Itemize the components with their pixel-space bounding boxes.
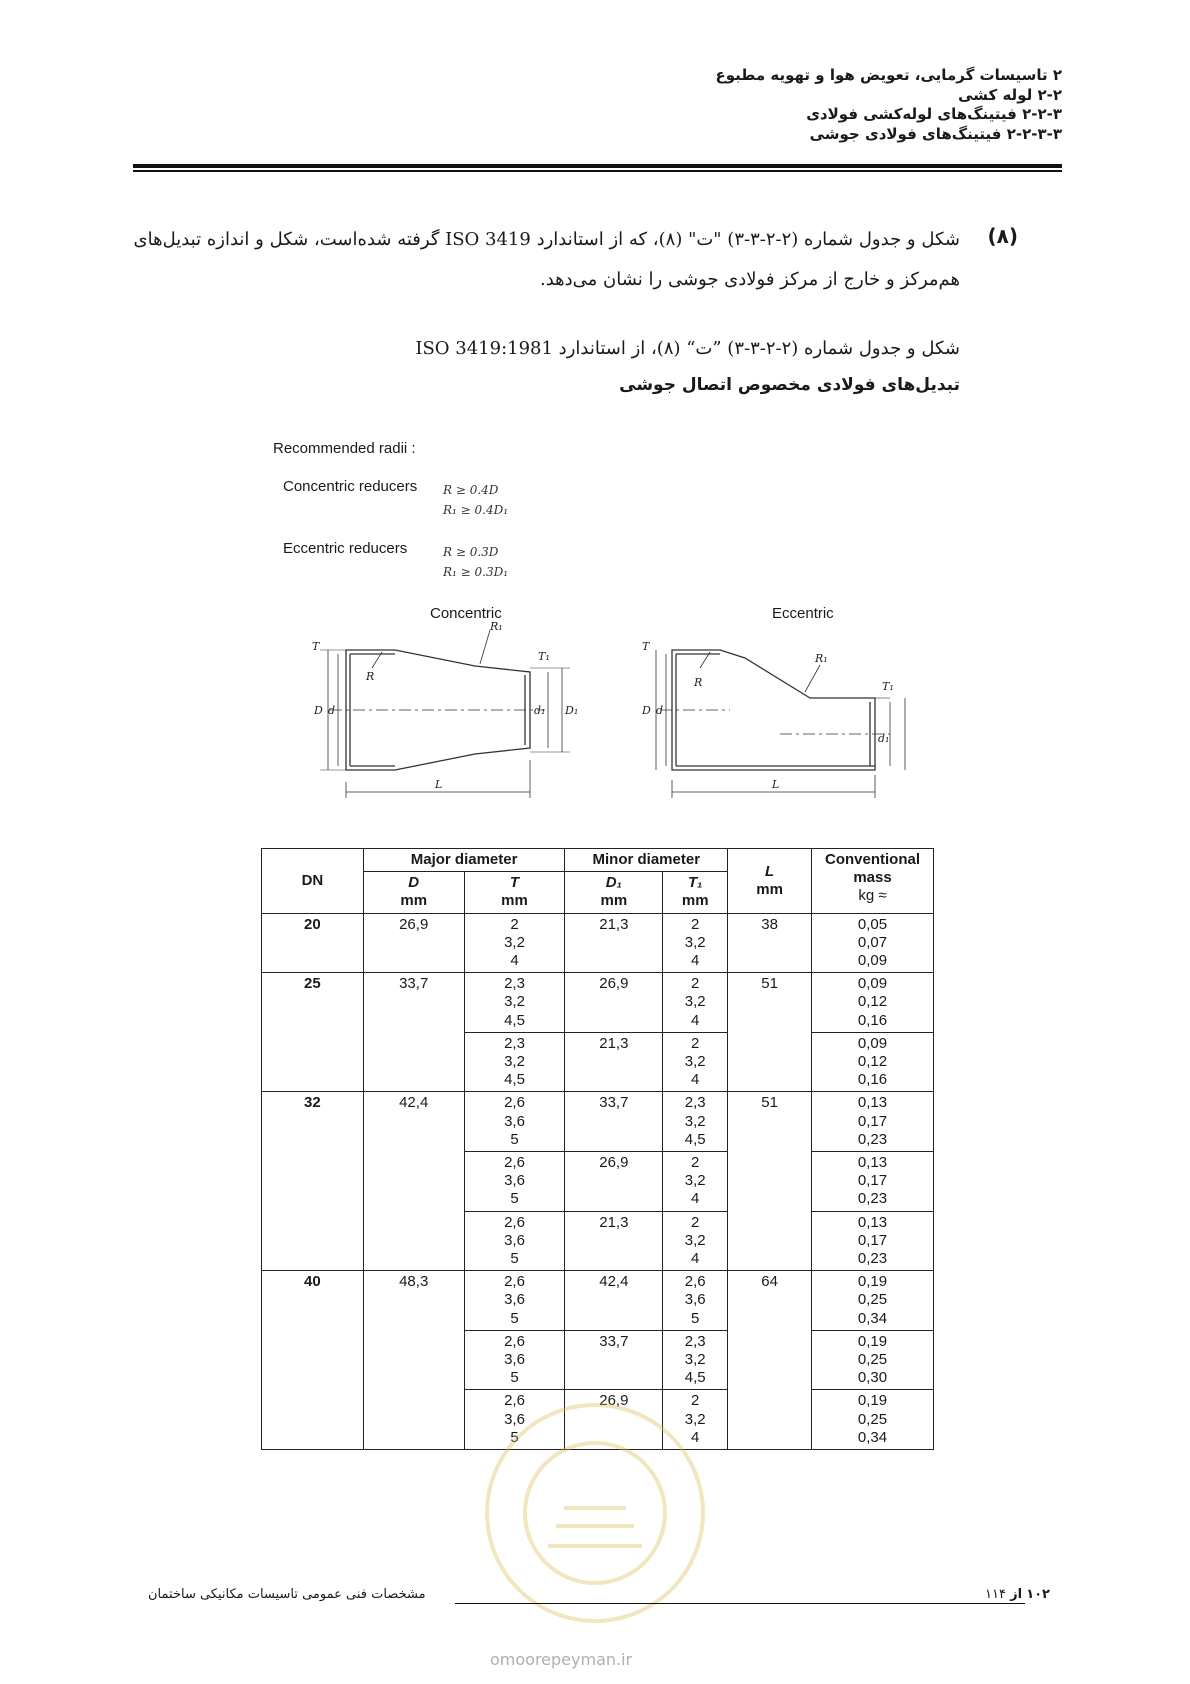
header-line-1: ۲ تاسیسات گرمایی، تعویض هوا و تهویه مطبوع bbox=[715, 66, 1062, 84]
dim-R1-label-ecc: R₁ bbox=[815, 652, 828, 665]
cell-T: 2,6 3,6 5 bbox=[464, 1211, 565, 1271]
concentric-formula-1: R ≥ 0.4D bbox=[443, 483, 499, 497]
cell-D1: 21,3 bbox=[565, 1032, 663, 1092]
concentric-title: Concentric bbox=[430, 605, 502, 622]
cell-T1: 2 3,2 4 bbox=[663, 1211, 728, 1271]
col-dn: DN bbox=[262, 849, 364, 914]
footer-page-number: ۱۰۲ از ۱۱۴ bbox=[985, 1587, 1050, 1602]
cell-D1: 26,9 bbox=[565, 1390, 663, 1450]
cell-D: 42,4 bbox=[363, 1092, 464, 1271]
cell-L: 51 bbox=[728, 973, 812, 1092]
cell-dn: 32 bbox=[262, 1092, 364, 1271]
cell-mass: 0,13 0,17 0,23 bbox=[812, 1152, 934, 1212]
cell-D1: 33,7 bbox=[565, 1092, 663, 1152]
cell-mass: 0,19 0,25 0,34 bbox=[812, 1390, 934, 1450]
recommended-radii-label: Recommended radii : bbox=[273, 440, 416, 457]
cell-D1: 26,9 bbox=[565, 973, 663, 1033]
cell-D: 26,9 bbox=[363, 913, 464, 973]
dim-d1-label-ecc: d₁ bbox=[878, 732, 890, 745]
cell-mass: 0,09 0,12 0,16 bbox=[812, 973, 934, 1033]
cell-T: 2,6 3,6 5 bbox=[464, 1330, 565, 1390]
cell-dn: 25 bbox=[262, 973, 364, 1092]
cell-L: 64 bbox=[728, 1271, 812, 1450]
dim-T1-label-ecc: T₁ bbox=[882, 680, 894, 693]
cell-T1: 2,3 3,2 4,5 bbox=[663, 1330, 728, 1390]
concentric-formula-2: R₁ ≥ 0.4D₁ bbox=[443, 503, 509, 517]
col-mass: Conventional mass kg ≈ bbox=[812, 849, 934, 914]
cell-mass: 0,13 0,17 0,23 bbox=[812, 1092, 934, 1152]
footer-rule bbox=[455, 1603, 1025, 1604]
cell-T1: 2 3,2 4 bbox=[663, 1390, 728, 1450]
cell-D1: 21,3 bbox=[565, 913, 663, 973]
cell-mass: 0,05 0,07 0,09 bbox=[812, 913, 934, 973]
section-header bbox=[715, 66, 1062, 144]
dim-L-label: L bbox=[435, 778, 443, 791]
table-row bbox=[262, 1271, 934, 1331]
cell-mass: 0,09 0,12 0,16 bbox=[812, 1032, 934, 1092]
cell-L: 51 bbox=[728, 1092, 812, 1271]
table-row bbox=[262, 1092, 934, 1152]
cell-T: 2,6 3,6 5 bbox=[464, 1390, 565, 1450]
eccentric-title: Eccentric bbox=[772, 605, 834, 622]
dim-R-label: R bbox=[366, 670, 375, 683]
cell-T: 2 3,2 4 bbox=[464, 913, 565, 973]
col-T1: T₁ mm bbox=[663, 872, 728, 913]
watermark-seal bbox=[478, 1396, 713, 1631]
dim-T1-label: T₁ bbox=[538, 650, 550, 663]
cell-D: 48,3 bbox=[363, 1271, 464, 1450]
reducer-dimensions-table bbox=[261, 848, 934, 1450]
table-body bbox=[262, 913, 934, 1449]
cell-L: 38 bbox=[728, 913, 812, 973]
dim-d-label-ecc: d bbox=[656, 704, 664, 717]
dim-D-label: D bbox=[314, 704, 323, 717]
cell-mass: 0,19 0,25 0,34 bbox=[812, 1271, 934, 1331]
eccentric-reducers-label: Eccentric reducers bbox=[283, 540, 408, 557]
table-row bbox=[262, 913, 934, 973]
col-D1: D₁ mm bbox=[565, 872, 663, 913]
cell-T: 2,3 3,2 4,5 bbox=[464, 1032, 565, 1092]
footer-doc-title: مشخصات فنی عمومی تاسیسات مکانیکی ساختمان bbox=[148, 1587, 426, 1602]
cell-D1: 33,7 bbox=[565, 1330, 663, 1390]
cell-T: 2,6 3,6 5 bbox=[464, 1152, 565, 1212]
col-L: L mm bbox=[728, 849, 812, 914]
header-line-2: ۲-۲ لوله کشی bbox=[958, 85, 1062, 104]
dim-D1-label: D₁ bbox=[565, 704, 579, 717]
dim-T-label-ecc: T bbox=[642, 640, 650, 653]
dim-R-label-ecc: R bbox=[694, 676, 703, 689]
eccentric-formula-1: R ≥ 0.3D bbox=[443, 545, 499, 559]
dim-R1-label: R₁ bbox=[490, 620, 503, 633]
concentric-reducer-shape bbox=[320, 630, 570, 798]
cell-T1: 2 3,2 4 bbox=[663, 1032, 728, 1092]
dim-L-label-ecc: L bbox=[772, 778, 780, 791]
reducer-drawing bbox=[290, 620, 894, 805]
cell-T1: 2,3 3,2 4,5 bbox=[663, 1092, 728, 1152]
eccentric-reducer-shape bbox=[656, 650, 905, 798]
caption-line-2: تبدیل‌های فولادی مخصوص اتصال جوشی bbox=[619, 375, 960, 395]
header-rule-thin bbox=[133, 170, 1062, 172]
caption-line-1: شکل و جدول شماره (۲-۲-۳-۳) ”ت“ (۸)، از استاندارد ISO 3419:1981 bbox=[415, 338, 960, 359]
cell-T: 2,6 3,6 5 bbox=[464, 1092, 565, 1152]
dim-d1-label: d₁ bbox=[534, 704, 546, 717]
eccentric-formula-2: R₁ ≥ 0.3D₁ bbox=[443, 565, 509, 579]
dim-T-label: T bbox=[312, 640, 320, 653]
col-D: D mm bbox=[363, 872, 464, 913]
header-line-3: ۲-۲-۳ فیتینگ‌های لوله‌کشی فولادی bbox=[806, 105, 1062, 123]
header-line-4: ۲-۲-۳-۳ فیتینگ‌های فولادی جوشی bbox=[809, 124, 1062, 143]
intro-paragraph: شکل و جدول شماره (۲-۲-۳-۳) "ت" (۸)، که از استاندارد ISO 3419 گرفته شده‌است، شکل و اندازه تبدیل‌های هم‌مرکز و خارج از مرکز فولادی جوشی را نشان می‌دهد. bbox=[133, 229, 960, 290]
col-major: Major diameter bbox=[363, 849, 565, 872]
header-rule-thick bbox=[133, 164, 1062, 168]
cell-D: 33,7 bbox=[363, 973, 464, 1092]
table-row bbox=[262, 973, 934, 1033]
dim-d-label: d bbox=[328, 704, 336, 717]
watermark-site: omoorepeyman.ir bbox=[490, 1650, 633, 1669]
cell-T1: 2 3,2 4 bbox=[663, 973, 728, 1033]
cell-mass: 0,19 0,25 0,30 bbox=[812, 1330, 934, 1390]
cell-T1: 2,6 3,6 5 bbox=[663, 1271, 728, 1331]
col-minor: Minor diameter bbox=[565, 849, 728, 872]
cell-D1: 26,9 bbox=[565, 1152, 663, 1212]
cell-T: 2,3 3,2 4,5 bbox=[464, 973, 565, 1033]
cell-T1: 2 3,2 4 bbox=[663, 913, 728, 973]
cell-D1: 42,4 bbox=[565, 1271, 663, 1331]
cell-T: 2,6 3,6 5 bbox=[464, 1271, 565, 1331]
cell-T1: 2 3,2 4 bbox=[663, 1152, 728, 1212]
col-T: T mm bbox=[464, 872, 565, 913]
cell-mass: 0,13 0,17 0,23 bbox=[812, 1211, 934, 1271]
cell-D1: 21,3 bbox=[565, 1211, 663, 1271]
concentric-reducers-label: Concentric reducers bbox=[283, 478, 418, 495]
dim-D-label-ecc: D bbox=[642, 704, 651, 717]
item-number: (۸) bbox=[987, 224, 1018, 248]
cell-dn: 20 bbox=[262, 913, 364, 973]
cell-dn: 40 bbox=[262, 1271, 364, 1450]
